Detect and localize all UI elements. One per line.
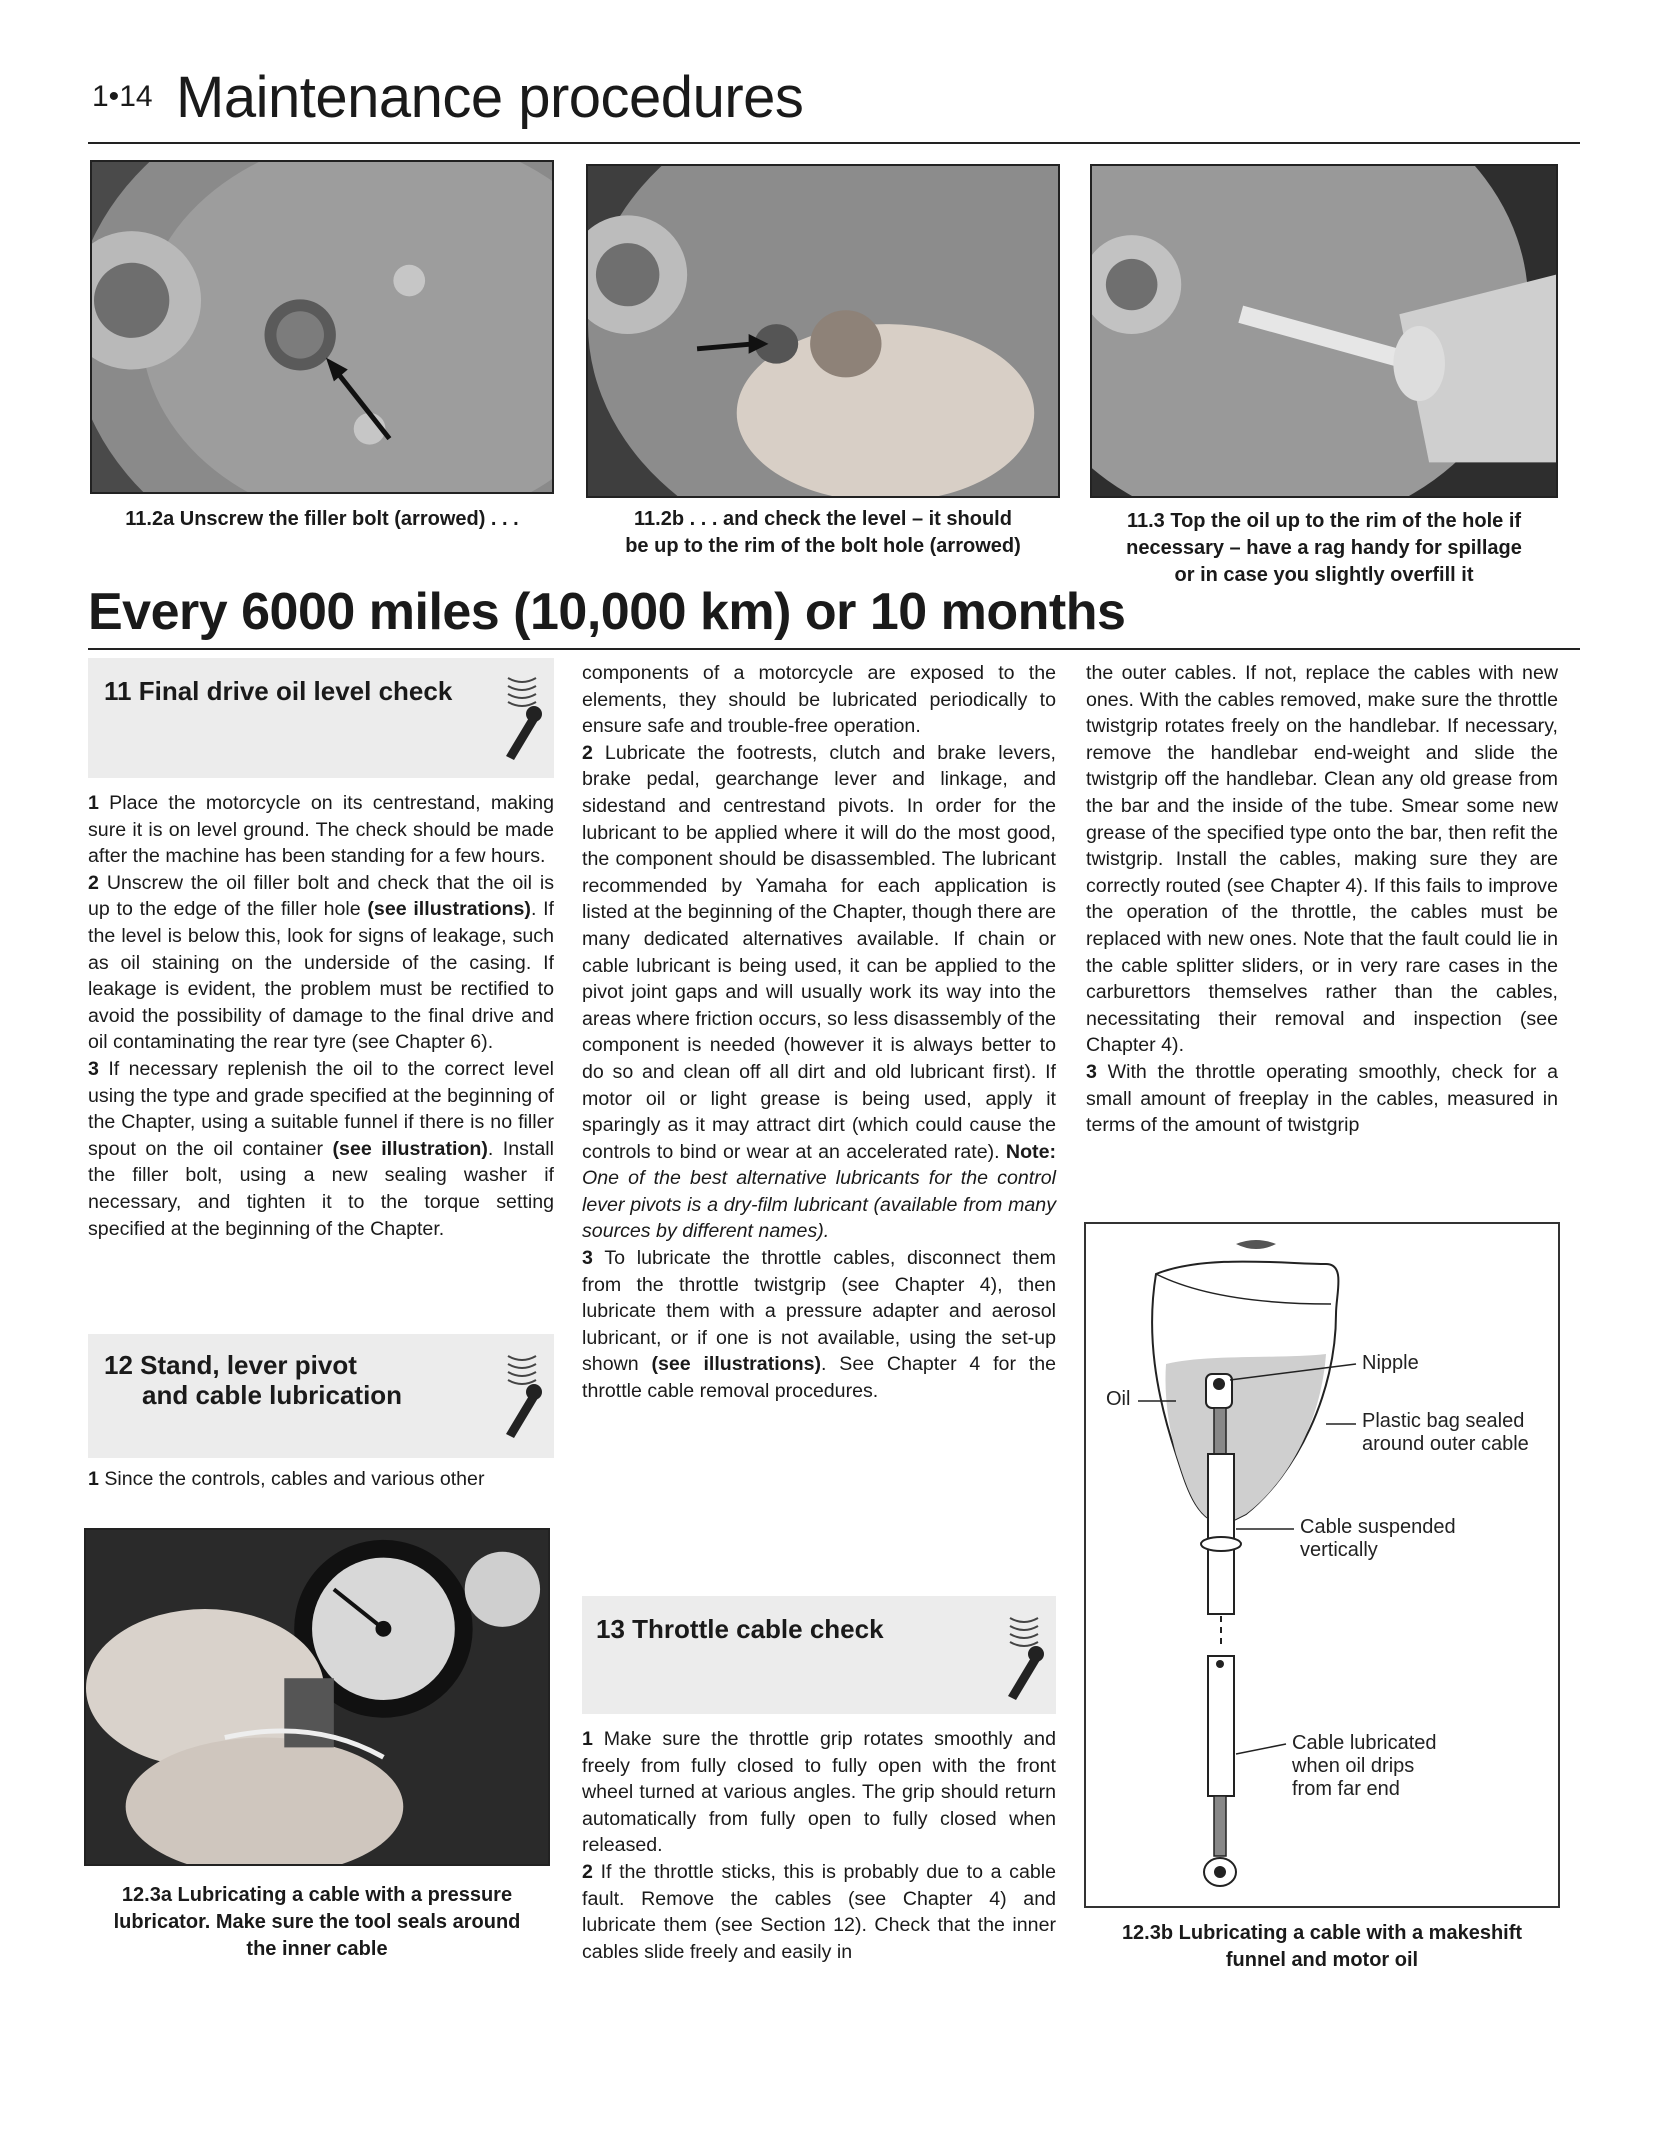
wrench-spanner-icon: [1002, 1612, 1046, 1700]
interval-heading: Every 6000 miles (10,000 km) or 10 months: [88, 583, 1126, 641]
page-number: 1•14: [92, 80, 153, 113]
section-11-box: [88, 658, 554, 778]
caption-line: funnel and motor oil: [1225, 1949, 1419, 1971]
section-12-title: [104, 1350, 402, 1410]
label-cable-suspended: [1300, 1516, 1456, 1562]
para-text: Place the motorcycle on its centrestand, making sure it is on level ground. The check should be made after the machine has been standing for a few hours.: [88, 792, 554, 868]
paragraph: [582, 1726, 1056, 1859]
photo-11-3: [1090, 164, 1558, 498]
label-plastic-bag: [1362, 1410, 1529, 1456]
label-line: Cable lubricated: [1292, 1732, 1437, 1754]
para-number: 1: [582, 1728, 593, 1750]
section-12-intro: [88, 1466, 554, 1493]
para-text: . Install the filler bolt, using a new sealing washer if necessary, and tighten it to the torque setting specified at the beginning of the Chapter.: [88, 1137, 554, 1240]
column-2-text: [582, 660, 1056, 1405]
label-line: from far end: [1292, 1778, 1400, 1800]
label-cable-lubricated: [1292, 1732, 1437, 1801]
paragraph: [88, 1466, 554, 1493]
caption-line: 12.3a Lubricating a cable with a pressure: [121, 1884, 513, 1906]
wrench-spanner-icon: [500, 672, 544, 760]
wrench-spanner-icon: [500, 1350, 544, 1438]
paragraph: [582, 1245, 1056, 1405]
page-title: Maintenance procedures: [176, 65, 804, 130]
para-text: Unscrew the oil filler bolt and check that the oil is up to the edge of the filler hole: [88, 871, 554, 921]
para-text: Lubricate the footrests, clutch and brake levers, brake pedal, gearchange lever and linkage, and sidestand and centrestand pivots. In order for the lubricant to be applied where it will do the most good, the component should be disassembled. The lubricant recommended by Yamaha for each application is listed at the beginning of the Chapter, though there are many dedicated alternatives available. If chain or cable lubricant is being used, it can be applied to the pivot joint gaps and will usually work its way into the areas where friction occurs, so less disassembly of the component is needed (however it is always better to do so and clean off all dirt and old lubricant first). If motor oil or light grease is being used, apply it sparingly as it may attract dirt (which could cause the controls to bind or wear at an accelerated rate).: [582, 741, 1056, 1163]
caption-line: or in case you slightly overfill it: [1174, 564, 1474, 586]
caption-11-2a: 11.2a Unscrew the filler bolt (arrowed) . . .: [125, 508, 519, 530]
para-number: 1: [88, 792, 99, 814]
note-text: One of the best alternative lubricants for the control lever pivots is a dry-film lubricant (available from many sources by different names).: [582, 1167, 1056, 1243]
caption-line: lubricator. Make sure the tool seals around: [113, 1911, 521, 1933]
section-13-box: [582, 1596, 1056, 1714]
section-title-line: and cable lubrication: [142, 1380, 403, 1410]
label-line: Cable suspended: [1300, 1516, 1456, 1538]
caption-line: necessary – have a rag handy for spillage: [1126, 537, 1522, 559]
funnel-diagram: [1086, 1224, 1558, 1906]
para-number: 2: [582, 741, 593, 764]
para-text: . If the level is below this, look for signs of leakage, such as oil staining on the underside of the casing. If leakage is evident, the problem must be rectified to avoid the possibility of damage to the final drive and oil contaminating the rear tyre (see Chapter 6).: [88, 898, 555, 1054]
label-line: Plastic bag sealed: [1362, 1410, 1525, 1432]
label-nipple: Nipple: [1362, 1352, 1419, 1374]
para-text: Since the controls, cables and various other: [104, 1468, 485, 1490]
caption-line: the inner cable: [246, 1938, 388, 1960]
section-title-line: 12 Stand, lever pivot: [104, 1350, 357, 1380]
heading-rule: [88, 648, 1580, 650]
section-13-text: [582, 1726, 1056, 1965]
paragraph: [582, 740, 1056, 1245]
paragraph: [1086, 1059, 1558, 1139]
photo-12-3a: [84, 1528, 550, 1866]
caption-line: 11.3 Top the oil up to the rim of the hole if: [1126, 510, 1522, 532]
note-label: Note:: [1005, 1140, 1056, 1163]
caption-12-3b: [1084, 1920, 1560, 1974]
para-text: . See Chapter 4 for the throttle cable removal procedures.: [582, 1353, 1057, 1403]
label-line: around outer cable: [1362, 1433, 1529, 1455]
paragraph: [88, 790, 554, 870]
paragraph: [582, 660, 1056, 740]
section-13-title: 13 Throttle cable check: [596, 1614, 884, 1644]
caption-11-3: [1090, 508, 1558, 589]
para-text: components of a motorcycle are exposed to the elements, they should be lubricated periodically to ensure safe and trouble-free operation.: [582, 662, 1056, 738]
para-text: the outer cables. If not, replace the cables with new ones. With the cables removed, make sure the throttle twistgrip rotates freely on the handlebar. If necessary, remove the handlebar end-weight and slide the twistgrip off the handlebar. Clean any old grease from the bar and the inside of the tube. Smear some new grease of the specified type onto the bar, then refit the twistgrip. Install the cables, making sure they are correctly routed (see Chapter 4). If this fails to improve the operation of the throttle, the cables must be replaced with new ones. Note that the fault could lie in the cable splitter sliders, or in very rare cases in the carburettors themselves rather than the cables, necessitating their removal and inspection (see Chapter 4).: [1086, 662, 1558, 1057]
caption-line: 11.2b . . . and check the level – it should: [634, 508, 1012, 530]
column-1-text: [88, 790, 554, 1242]
para-text: If necessary replenish the oil to the correct level using the type and grade specified at the beginning of the Chapter, using a suitable funnel if there is no filler spout on the oil container: [88, 1057, 554, 1160]
photo-11-2b: [586, 164, 1060, 498]
see-illustrations-ref: (see illustrations): [651, 1353, 822, 1376]
para-text: If the throttle sticks, this is probably due to a cable fault. Remove the cables (see Chapter 4) and lubricate them (see Section 12). Check that the inner cables slide freely and easily in: [582, 1860, 1057, 1963]
caption-12-3a: [80, 1882, 554, 1963]
header-rule: [88, 142, 1580, 144]
paragraph: [1086, 660, 1558, 1059]
para-number: 2: [88, 871, 99, 894]
paragraph: [88, 1056, 554, 1242]
caption-line: 12.3b Lubricating a cable with a makeshift: [1121, 1922, 1523, 1944]
para-number: 1: [88, 1468, 99, 1490]
para-number: 3: [88, 1057, 99, 1080]
see-illustrations-ref: (see illustrations): [367, 898, 531, 921]
section-11-title: 11 Final drive oil level check: [104, 676, 453, 706]
caption-11-2b: [586, 506, 1060, 560]
para-text: With the throttle operating smoothly, check for a small amount of freeplay in the cables, measured in terms of the amount of twistgrip: [1086, 1060, 1558, 1137]
para-text: Make sure the throttle grip rotates smoothly and freely from fully closed to fully open with the front wheel turned at various angles. The grip should return automatically from fully open to fully closed when released.: [582, 1728, 1056, 1857]
para-number: 2: [582, 1860, 593, 1883]
para-number: 3: [1086, 1060, 1097, 1083]
photo-11-2a: [90, 160, 554, 494]
see-illustration-ref: (see illustration): [332, 1137, 488, 1160]
section-12-box: [88, 1334, 554, 1458]
para-number: 3: [582, 1247, 593, 1270]
para-text: To lubricate the throttle cables, disconnect them from the throttle twistgrip (see Chapter 4), then lubricate them with a pressure adapter and aerosol lubricant, or if one is not available, using the set-up shown: [582, 1247, 1057, 1376]
label-line: when oil drips: [1292, 1755, 1415, 1777]
column-3-text: [1086, 660, 1558, 1139]
paragraph: [88, 870, 554, 1056]
label-line: vertically: [1300, 1539, 1378, 1561]
label-oil: Oil: [1106, 1388, 1131, 1410]
caption-line: be up to the rim of the bolt hole (arrowed): [625, 535, 1021, 557]
paragraph: [582, 1859, 1056, 1965]
diagram-12-3b: [1084, 1222, 1560, 1908]
